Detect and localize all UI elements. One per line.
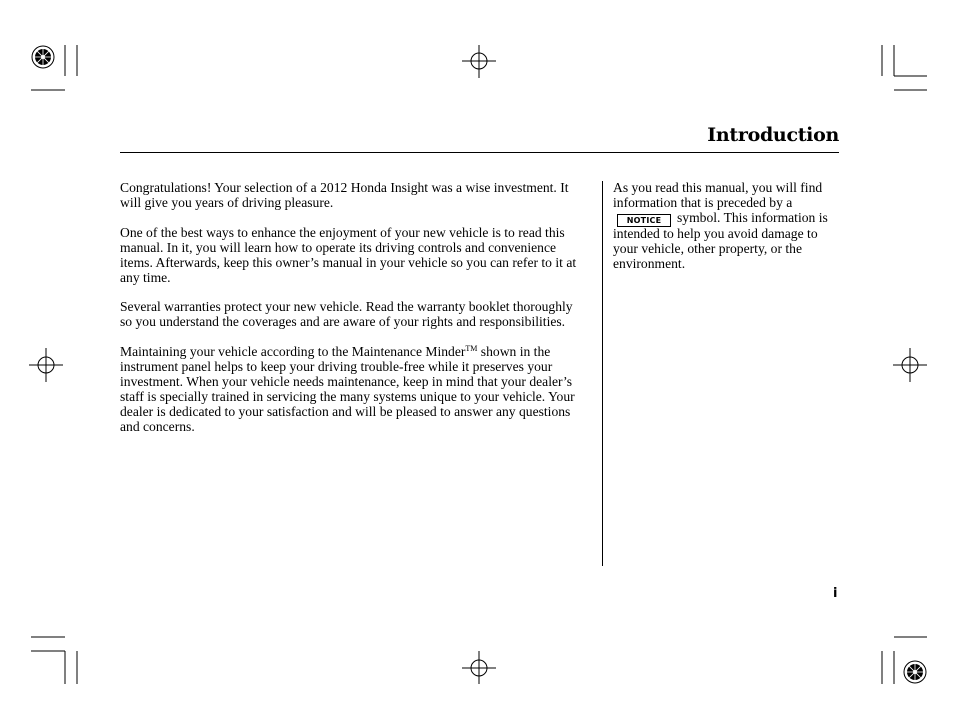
starburst-mark-top-left-icon xyxy=(32,46,54,68)
left-column xyxy=(120,181,586,450)
right-column xyxy=(613,181,839,272)
notice-text-start: As you read this manual, you will find information that is preceded by a xyxy=(613,180,823,210)
notice-text-end: symbol. This information is intended to help you avoid damage to your vehicle, other property, or the environment. xyxy=(613,209,828,271)
page-number: i xyxy=(833,586,838,601)
paragraph-notice-info xyxy=(613,181,839,272)
paragraph-read-manual: One of the best ways to enhance the enjoyment of your new vehicle is to read this manual. In it, you will learn how to operate its driving controls and convenience items. Afterwards, keep this owner’s manual in your vehicle so you can refer to it at any time. xyxy=(120,224,577,285)
paragraph-warranties: Several warranties protect your new vehicle. Read the warranty booklet thoroughly so you understand the coverages and are aware of your rights and responsibilities. xyxy=(120,299,573,330)
trademark-symbol: TM xyxy=(465,344,478,354)
page-title: Introduction xyxy=(707,124,839,146)
maintenance-text-start: Maintaining your vehicle according to the Maintenance Minder xyxy=(120,344,466,360)
registration-target-bottom-icon xyxy=(462,651,496,684)
maintenance-text-end: shown in the instrument panel helps to keep your driving trouble-free while it preserves your investment. When your vehicle needs maintenance, keep in mind that your dealer’s staff is specially trained in servicing the many systems unique to your vehicle. Your dealer is dedicated to your satisfaction and will be pleased to answer any questions and concerns. xyxy=(120,344,575,434)
registration-target-left-icon xyxy=(29,348,63,382)
registration-target-top-icon xyxy=(462,45,496,78)
notice-badge-icon: NOTICE xyxy=(617,214,671,227)
paragraph-congratulations: Congratulations! Your selection of a 2012 Honda Insight was a wise investment. It will give you years of driving pleasure. xyxy=(120,180,569,210)
column-divider xyxy=(602,181,603,566)
starburst-mark-bottom-right-icon xyxy=(904,661,926,683)
registration-target-right-icon xyxy=(893,348,927,382)
title-rule xyxy=(120,152,839,153)
paragraph-maintenance xyxy=(120,345,586,434)
